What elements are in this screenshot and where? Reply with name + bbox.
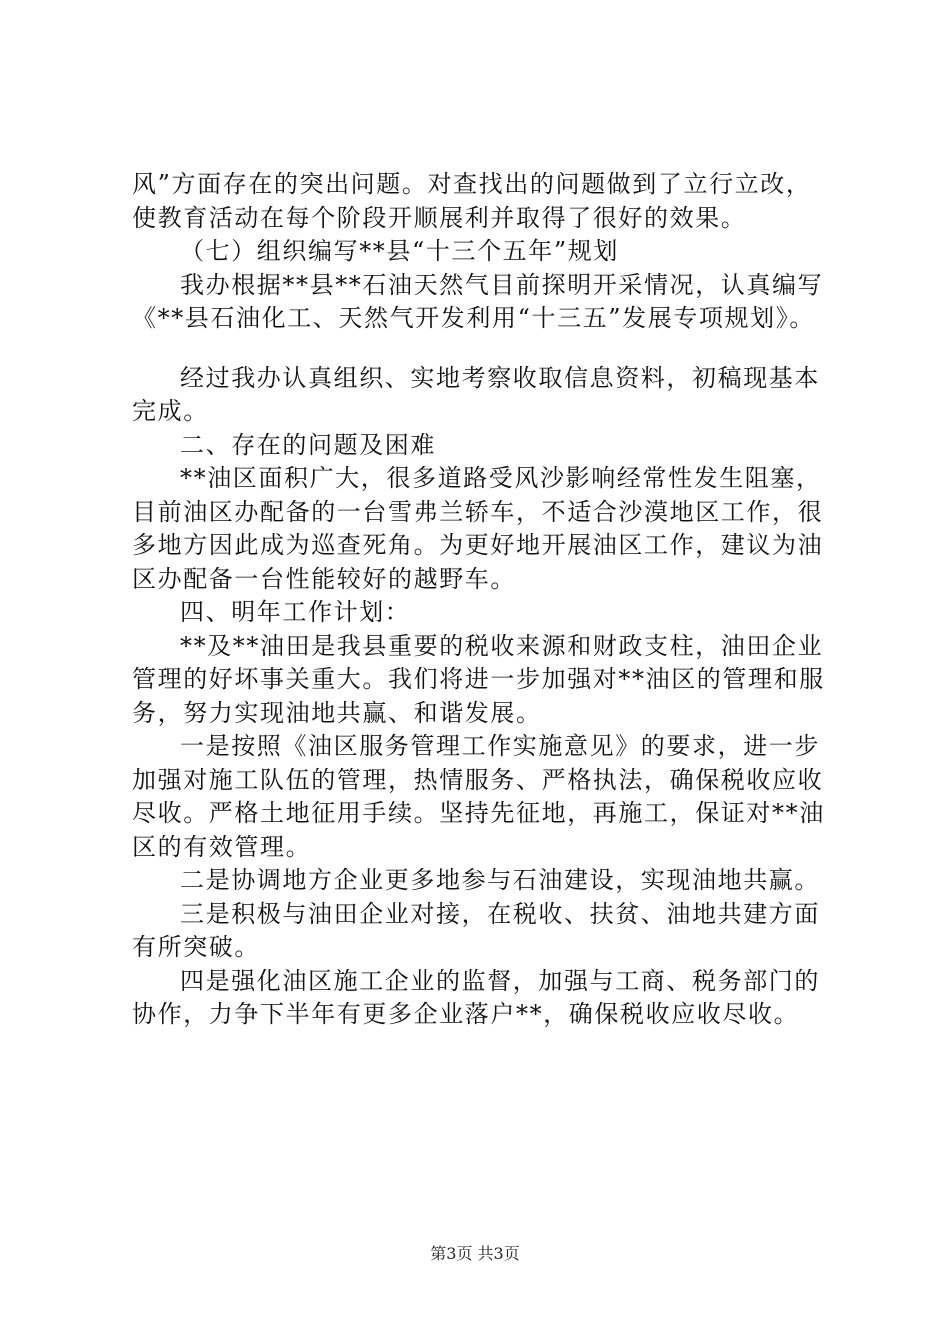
text-line: 区办配备一台性能较好的越野车。	[132, 564, 516, 593]
text-line: 务，努力实现油地共赢、和谐发展。	[132, 698, 542, 727]
text-line: 四是强化油区施工企业的监督，加强与工商、税务部门的	[180, 966, 820, 995]
page-number-footer: 第3页 共3页	[430, 1244, 520, 1263]
text-line: 管理的好坏事关重大。我们将进一步加强对**油区的管理和服	[132, 665, 825, 693]
text-line: 目前油区办配备的一台雪弗兰轿车，不适合沙漠地区工作，很	[132, 497, 824, 526]
text-line: 我办根据**县**石油天然气目前探明开采情况，认真编写	[180, 270, 824, 299]
paragraph-gap	[132, 336, 832, 362]
text-line: 《**县石油化工、天然气开发利用“十三五”发展专项规划》。	[132, 304, 815, 332]
text-line: 使教育活动在每个阶段开顺展利并取得了很好的效果。	[132, 203, 747, 232]
document-body	[132, 168, 832, 1032]
text-line: 尽收。严格土地征用手续。坚持先征地，再施工，保证对**油	[132, 799, 825, 827]
text-line: 一是按照《油区服务管理工作实施意见》的要求，进一步	[180, 732, 820, 760]
text-line: 有所突破。	[132, 933, 260, 961]
text-line: 协作，力争下半年有更多企业落户**，确保税收应收尽收。	[132, 1000, 800, 1028]
text-line: 风”方面存在的突出问题。对查找出的问题做到了立行立改，	[132, 170, 812, 198]
text-line: 多地方因此成为巡查死角。为更好地开展油区工作，建议为油	[132, 531, 824, 559]
text-line: 经过我办认真组织、实地考察收取信息资料，初稿现基本	[180, 363, 820, 392]
text-line: 加强对施工队伍的管理，热情服务、严格执法，确保税收应收	[132, 765, 824, 794]
text-line: 区的有效管理。	[132, 832, 312, 861]
text-line: 完成。	[132, 397, 209, 425]
text-line: 二是协调地方企业更多地参与石油建设，实现油地共赢。	[180, 866, 820, 894]
section-heading: 四、明年工作计划：	[180, 598, 411, 626]
section-heading: （七）组织编写**县“十三个五年”规划	[180, 237, 619, 265]
section-heading: 二、存在的问题及困难	[180, 430, 436, 459]
text-line: 三是积极与油田企业对接，在税收、扶贫、油地共建方面	[180, 899, 820, 928]
text-line: **油区面积广大，很多道路受风沙影响经常性发生阻塞，	[180, 464, 822, 492]
text-line: **及**油田是我县重要的税收来源和财政支柱，油田企业	[180, 631, 824, 660]
